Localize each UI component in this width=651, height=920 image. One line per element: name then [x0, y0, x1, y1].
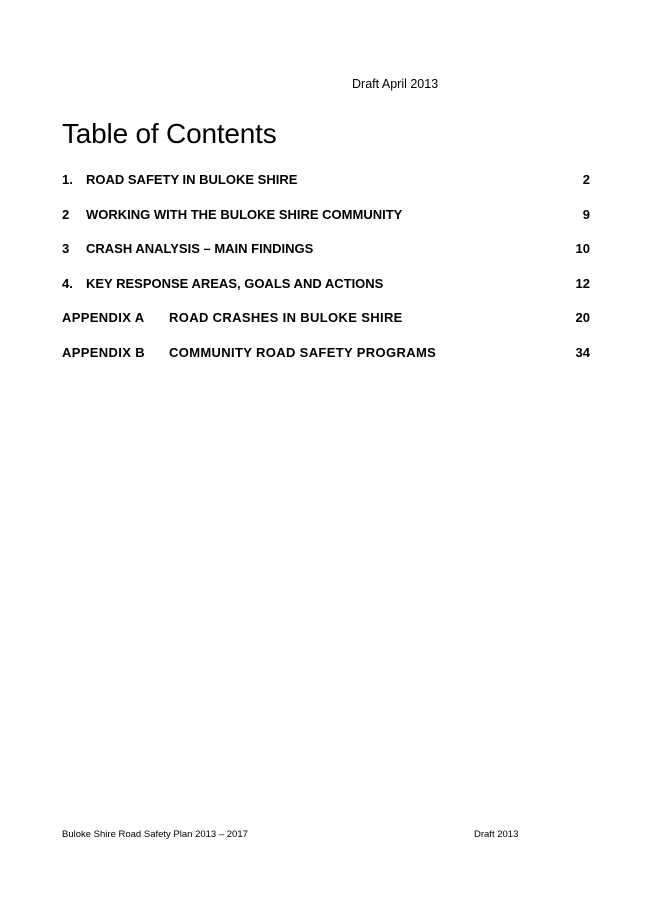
toc-entry-label: ROAD SAFETY IN BULOKE SHIRE [86, 172, 298, 187]
toc-entry-number: 4. [62, 275, 73, 291]
toc-entry-appendix[interactable] [62, 310, 590, 345]
toc-entry-number: APPENDIX B [62, 344, 145, 360]
toc-entry-label: ROAD CRASHES IN BULOKE SHIRE [169, 310, 403, 326]
toc-entry-page: 9 [582, 206, 590, 222]
toc-entry-number: 1. [62, 172, 73, 187]
toc-entry[interactable] [62, 241, 590, 276]
toc-entry-page: 20 [575, 310, 590, 326]
toc-entry-label: CRASH ANALYSIS – MAIN FINDINGS [86, 241, 314, 257]
toc-entry-label: COMMUNITY ROAD SAFETY PROGRAMS [169, 344, 437, 360]
page-title: Table of Contents [62, 118, 277, 149]
toc-entry-page: 34 [575, 344, 590, 360]
table-of-contents [62, 172, 590, 380]
header-draft-label: Draft April 2013 [352, 77, 439, 91]
toc-entry-label: WORKING WITH THE BULOKE SHIRE COMMUNITY [86, 206, 403, 222]
toc-entry-page: 2 [582, 172, 590, 187]
toc-entry-number: 2 [62, 206, 70, 222]
toc-entry-number: 3 [62, 241, 70, 257]
toc-entry-label: KEY RESPONSE AREAS, GOALS AND ACTIONS [86, 275, 384, 291]
toc-entry-number: APPENDIX A [62, 310, 145, 326]
footer-document-title: Buloke Shire Road Safety Plan 2013 – 2017 [62, 829, 248, 840]
toc-entry[interactable] [62, 172, 590, 207]
toc-entry[interactable] [62, 276, 590, 311]
toc-entry-appendix[interactable] [62, 345, 590, 380]
toc-entry-page: 12 [575, 275, 590, 291]
toc-entry-page: 10 [575, 241, 590, 257]
toc-entry[interactable] [62, 207, 590, 242]
footer-draft-label: Draft 2013 [474, 829, 519, 840]
